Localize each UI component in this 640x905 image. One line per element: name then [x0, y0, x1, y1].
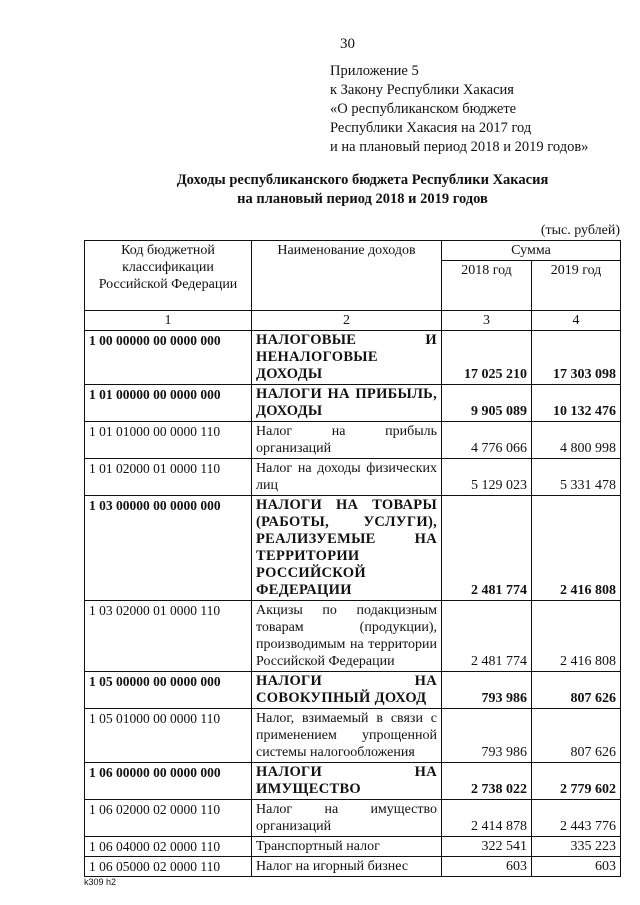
table-row: [85, 709, 621, 763]
row-amount-2019: 17 303 098: [532, 331, 621, 385]
row-amount-2018: 2 738 022: [442, 763, 532, 800]
row-code: 1 06 04000 02 0000 110: [85, 837, 252, 857]
row-code: 1 03 02000 01 0000 110: [85, 601, 252, 672]
row-amount-2019: 2 416 808: [532, 601, 621, 672]
row-name: Налог на игорный бизнес: [252, 857, 442, 877]
appendix-line: «О республиканском бюджете: [330, 101, 517, 117]
row-code: 1 03 00000 00 0000 000: [85, 496, 252, 601]
row-amount-2018: 9 905 089: [442, 385, 532, 422]
appendix-line: к Закону Республики Хакасия: [330, 82, 514, 98]
header-sum: Сумма: [442, 241, 621, 261]
row-name: Налог на доходы физических лиц: [252, 459, 442, 496]
footer-code: k309 h2: [84, 877, 117, 887]
row-amount-2018: 17 025 210: [442, 331, 532, 385]
table-body: [85, 331, 621, 877]
row-amount-2019: 10 132 476: [532, 385, 621, 422]
row-amount-2018: 2 481 774: [442, 601, 532, 672]
table-row: [85, 331, 621, 385]
row-amount-2018: 2 481 774: [442, 496, 532, 601]
table-row: [85, 857, 621, 877]
row-name: НАЛОГИ НА СОВОКУПНЫЙ ДОХОД: [252, 672, 442, 709]
row-code: 1 05 00000 00 0000 000: [85, 672, 252, 709]
column-number: 1: [85, 311, 252, 331]
row-name: НАЛОГИ НА ТОВАРЫ (РАБОТЫ, УСЛУГИ), РЕАЛИЗУЕМЫЕ НА ТЕРРИТОРИИ РОССИЙСКОЙ ФЕДЕРАЦИИ: [252, 496, 442, 601]
row-code: 1 00 00000 00 0000 000: [85, 331, 252, 385]
row-amount-2018: 322 541: [442, 837, 532, 857]
appendix-line: Приложение 5: [330, 63, 419, 79]
appendix-block: [330, 62, 588, 157]
row-amount-2019: 807 626: [532, 709, 621, 763]
row-name: Налог на имущество организаций: [252, 800, 442, 837]
table-row: [85, 837, 621, 857]
row-name: НАЛОГОВЫЕ И НЕНАЛОГОВЫЕ ДОХОДЫ: [252, 331, 442, 385]
row-code: 1 01 02000 01 0000 110: [85, 459, 252, 496]
appendix-line: и на плановый период 2018 и 2019 годов»: [330, 139, 589, 155]
row-name: НАЛОГИ НА ИМУЩЕСТВО: [252, 763, 442, 800]
row-amount-2018: 603: [442, 857, 532, 877]
table-row: [85, 800, 621, 837]
row-amount-2018: 5 129 023: [442, 459, 532, 496]
units-label: (тыс. рублей): [540, 223, 620, 238]
row-code: 1 01 00000 00 0000 000: [85, 385, 252, 422]
row-amount-2019: 807 626: [532, 672, 621, 709]
row-name: Налог, взимаемый в связи с применением упрощенной системы налогообложения: [252, 709, 442, 763]
appendix-line: Республики Хакасия на 2017 год: [330, 120, 532, 136]
title-line-2: на плановый период 2018 и 2019 годов: [237, 191, 488, 207]
header-2018: 2018 год: [442, 261, 532, 311]
row-amount-2019: 603: [532, 857, 621, 877]
row-code: 1 06 02000 02 0000 110: [85, 800, 252, 837]
row-name: Акцизы по подакцизным товарам (продукции), производимым на территории Российской Федерации: [252, 601, 442, 672]
table-row: [85, 763, 621, 800]
row-name: НАЛОГИ НА ПРИБЫЛЬ, ДОХОДЫ: [252, 385, 442, 422]
row-amount-2018: 2 414 878: [442, 800, 532, 837]
row-amount-2019: 5 331 478: [532, 459, 621, 496]
column-number: 4: [532, 311, 621, 331]
header-2019: 2019 год: [532, 261, 621, 311]
row-amount-2019: 335 223: [532, 837, 621, 857]
column-number: 2: [252, 311, 442, 331]
table-row: [85, 496, 621, 601]
table-row: [85, 672, 621, 709]
header-code: Код бюджетной классификации Российской Федерации: [85, 241, 252, 311]
row-amount-2018: 793 986: [442, 709, 532, 763]
table-row: [85, 422, 621, 459]
row-code: 1 01 01000 00 0000 110: [85, 422, 252, 459]
row-code: 1 05 01000 00 0000 110: [85, 709, 252, 763]
income-table: [84, 240, 621, 877]
row-amount-2019: 2 779 602: [532, 763, 621, 800]
table-row: [85, 601, 621, 672]
table-row: [85, 459, 621, 496]
header-name: Наименование доходов: [252, 241, 442, 311]
row-name: Транспортный налог: [252, 837, 442, 857]
row-amount-2018: 4 776 066: [442, 422, 532, 459]
table-row: [85, 385, 621, 422]
row-amount-2019: 4 800 998: [532, 422, 621, 459]
document-title: [0, 171, 640, 209]
title-line-1: Доходы республиканского бюджета Республики Хакасия: [176, 172, 549, 188]
row-amount-2018: 793 986: [442, 672, 532, 709]
row-code: 1 06 00000 00 0000 000: [85, 763, 252, 800]
row-amount-2019: 2 443 776: [532, 800, 621, 837]
column-number: 3: [442, 311, 532, 331]
row-code: 1 06 05000 02 0000 110: [85, 857, 252, 877]
row-amount-2019: 2 416 808: [532, 496, 621, 601]
page-number: 30: [340, 36, 355, 52]
row-name: Налог на прибыль организаций: [252, 422, 442, 459]
